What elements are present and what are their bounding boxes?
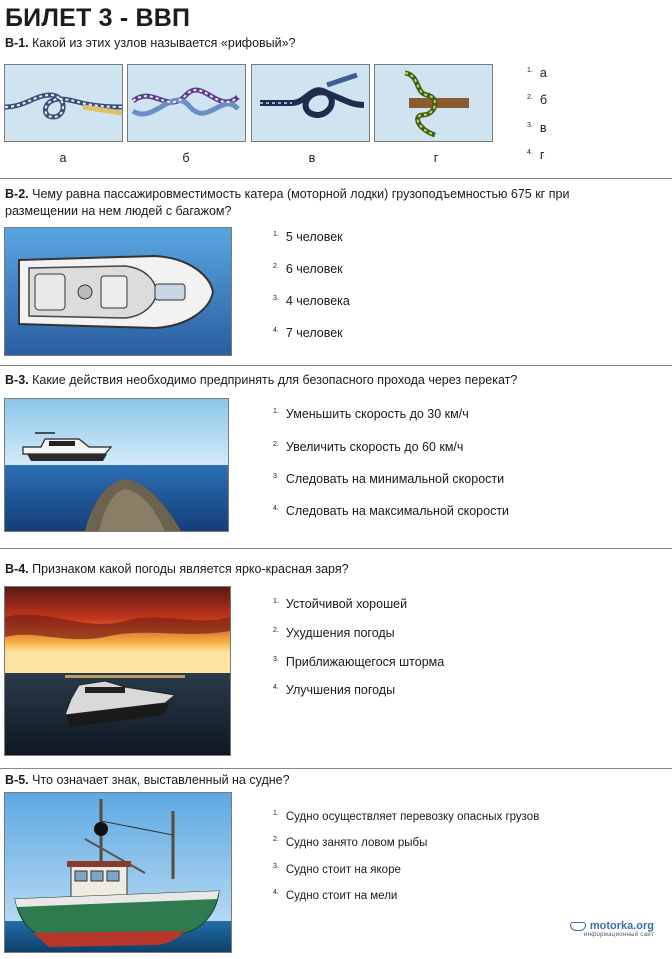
q4-option-2-text: Ухудшения погоды <box>285 626 395 640</box>
q3-option-3-text: Следовать на минимальной скорости <box>285 472 505 486</box>
watermark-site: motorka.org <box>589 920 654 932</box>
knot-image-v <box>251 64 370 142</box>
q1-option-1[interactable] <box>527 66 547 80</box>
question-2 <box>5 186 645 220</box>
question-3 <box>5 372 660 389</box>
q5-option-2-number: 2. <box>273 836 279 843</box>
q4-option-1[interactable] <box>273 597 407 611</box>
q3-option-4-text: Следовать на максимальной скорости <box>285 504 510 518</box>
q3-option-1-number: 1. <box>273 407 279 415</box>
q3-option-1[interactable] <box>273 407 469 421</box>
question-4-number: В-4. <box>5 562 29 576</box>
knot-label-a: а <box>59 151 67 165</box>
question-4-text: Признаком какой погоды является ярко-красная заря? <box>32 562 349 576</box>
question-4 <box>5 561 660 578</box>
question-5-text: Что означает знак, выставленный на судне? <box>32 773 290 787</box>
divider <box>0 768 672 769</box>
q3-option-1-text: Уменьшить скорость до 30 км/ч <box>285 407 469 421</box>
question-1 <box>5 35 660 52</box>
question-2-text: Чему равна пассажировместимость катера (моторной лодки) грузоподъемностью 675 кг при размещении на нем людей с багажом? <box>5 187 570 218</box>
q4-option-1-number: 1. <box>273 597 279 605</box>
watermark[interactable] <box>570 920 654 938</box>
knot-label-b: б <box>182 151 190 165</box>
question-1-number: В-1. <box>5 36 29 50</box>
divider <box>0 178 672 179</box>
q4-option-4-number: 4. <box>273 683 279 691</box>
divider <box>0 548 672 549</box>
q4-option-1-text: Устойчивой хорошей <box>285 597 408 611</box>
q1-option-2-text: б <box>539 93 548 107</box>
q5-option-3-text: Судно стоит на якоре <box>285 863 401 876</box>
boat-rapids-image <box>4 398 229 532</box>
q4-option-3[interactable] <box>273 655 444 669</box>
knot-image-b <box>127 64 246 142</box>
q1-option-1-number: 1. <box>527 66 533 74</box>
q1-option-3[interactable] <box>527 121 546 135</box>
q5-option-4-text: Судно стоит на мели <box>285 889 398 902</box>
sunset-boat-image <box>4 586 231 756</box>
q2-option-4-text: 7 человек <box>285 326 343 340</box>
fishing-vessel-image <box>4 792 232 953</box>
knot-image-a <box>4 64 123 142</box>
q3-option-4[interactable] <box>273 504 509 518</box>
q2-option-3[interactable] <box>273 294 350 308</box>
q3-option-2-number: 2. <box>273 440 279 448</box>
q2-option-2-text: 6 человек <box>285 262 343 276</box>
divider <box>0 365 672 366</box>
knot-image-g <box>374 64 493 142</box>
q4-option-4[interactable] <box>273 683 395 697</box>
q1-option-2-number: 2. <box>527 93 533 101</box>
question-3-text: Какие действия необходимо предпринять для безопасного прохода через перекат? <box>32 373 518 387</box>
q2-option-4-number: 4. <box>273 326 279 334</box>
q3-option-2-text: Увеличить скорость до 60 км/ч <box>285 440 464 454</box>
q5-option-2[interactable] <box>273 836 427 849</box>
q4-option-2-number: 2. <box>273 626 279 634</box>
q2-option-4[interactable] <box>273 326 343 340</box>
question-2-number: В-2. <box>5 187 29 201</box>
q1-option-4[interactable] <box>527 148 544 162</box>
question-5 <box>5 772 660 789</box>
q5-option-1-text: Судно осуществляет перевозку опасных грузов <box>285 810 540 823</box>
q2-option-2[interactable] <box>273 262 343 276</box>
q5-option-1-number: 1. <box>273 810 279 817</box>
question-5-number: В-5. <box>5 773 29 787</box>
q1-option-3-number: 3. <box>527 121 533 129</box>
q4-option-2[interactable] <box>273 626 395 640</box>
q2-option-1-text: 5 человек <box>285 230 343 244</box>
q2-option-1[interactable] <box>273 230 343 244</box>
q4-option-3-number: 3. <box>273 655 279 663</box>
boat-topview-image <box>4 227 232 356</box>
ticket-title: БИЛЕТ 3 - ВВП <box>5 4 191 32</box>
boat-logo-icon <box>570 922 586 931</box>
q1-option-4-text: г <box>539 148 545 162</box>
watermark-tagline: информационный сайт <box>584 932 654 938</box>
q2-option-3-text: 4 человека <box>285 294 350 308</box>
q5-option-3[interactable] <box>273 863 401 876</box>
q4-option-3-text: Приближающегося шторма <box>285 655 445 669</box>
q3-option-3[interactable] <box>273 472 504 486</box>
q1-option-4-number: 4. <box>527 148 533 156</box>
q1-option-3-text: в <box>539 121 547 135</box>
q4-option-4-text: Улучшения погоды <box>285 683 396 697</box>
q2-option-3-number: 3. <box>273 294 279 302</box>
q5-option-4-number: 4. <box>273 889 279 896</box>
q3-option-4-number: 4. <box>273 504 279 512</box>
q3-option-2[interactable] <box>273 440 463 454</box>
q2-option-1-number: 1. <box>273 230 279 238</box>
q5-option-1[interactable] <box>273 810 539 823</box>
knot-label-v: в <box>308 151 316 165</box>
q3-option-3-number: 3. <box>273 472 279 480</box>
knot-label-g: г <box>433 151 439 165</box>
q5-option-2-text: Судно занято ловом рыбы <box>285 836 428 849</box>
q1-option-1-text: а <box>539 66 547 80</box>
q2-option-2-number: 2. <box>273 262 279 270</box>
q1-option-2[interactable] <box>527 93 547 107</box>
question-3-number: В-3. <box>5 373 29 387</box>
q5-option-3-number: 3. <box>273 863 279 870</box>
q5-option-4[interactable] <box>273 889 397 902</box>
question-1-text: Какой из этих узлов называется «рифовый»? <box>32 36 296 50</box>
